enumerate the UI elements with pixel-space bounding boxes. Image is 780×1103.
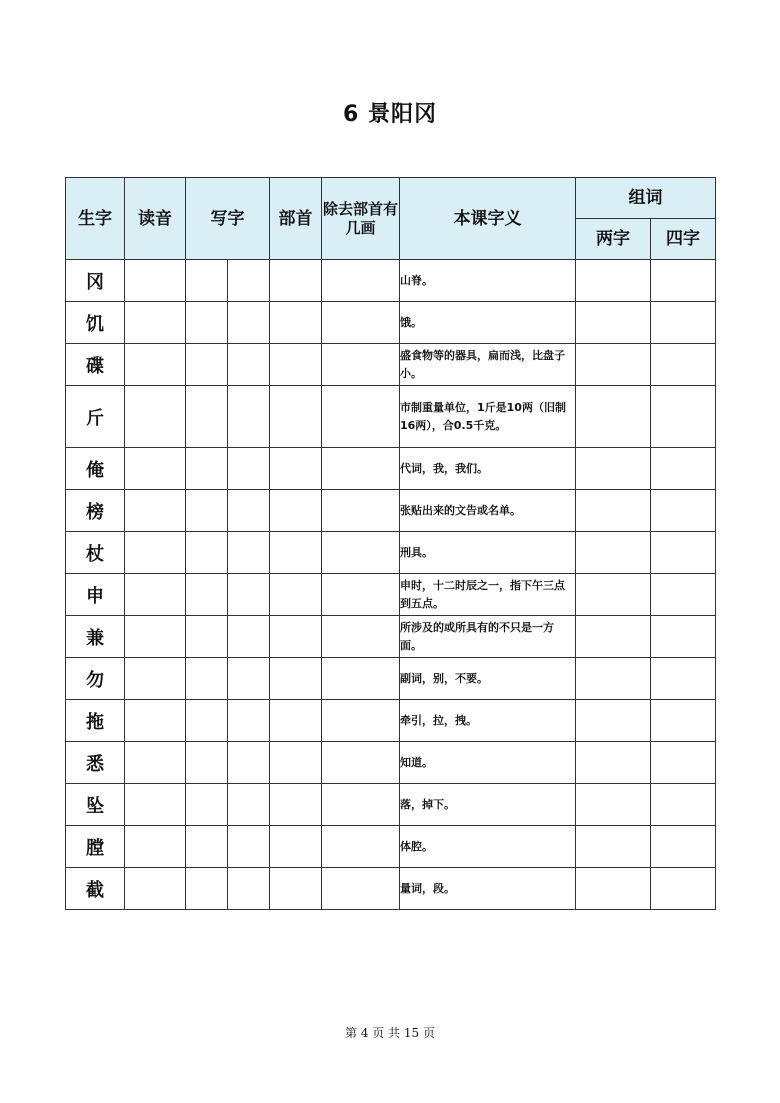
cell-strokes[interactable] [322, 700, 400, 742]
cell-meaning: 副词，别，不要。 [400, 658, 576, 700]
cell-writing-2[interactable] [228, 344, 270, 386]
cell-four-char-word[interactable] [651, 532, 716, 574]
cell-pronunciation[interactable] [125, 616, 186, 658]
cell-writing-1[interactable] [186, 532, 228, 574]
cell-character: 俺 [66, 448, 125, 490]
cell-character: 碟 [66, 344, 125, 386]
cell-strokes[interactable] [322, 868, 400, 910]
cell-meaning: 牵引，拉，拽。 [400, 700, 576, 742]
cell-pronunciation[interactable] [125, 260, 186, 302]
cell-meaning: 张贴出来的文告或名单。 [400, 490, 576, 532]
cell-two-char-word[interactable] [576, 448, 651, 490]
cell-strokes[interactable] [322, 574, 400, 616]
cell-writing-2[interactable] [228, 826, 270, 868]
table-row [66, 344, 716, 386]
header-two-char: 两字 [576, 219, 651, 260]
cell-meaning: 饿。 [400, 302, 576, 344]
cell-writing-2[interactable] [228, 532, 270, 574]
cell-four-char-word[interactable] [651, 490, 716, 532]
cell-radical[interactable] [270, 658, 322, 700]
table-row [66, 868, 716, 910]
cell-radical[interactable] [270, 826, 322, 868]
cell-writing-1[interactable] [186, 868, 228, 910]
header-meaning: 本课字义 [400, 178, 576, 260]
cell-two-char-word[interactable] [576, 616, 651, 658]
cell-character: 截 [66, 868, 125, 910]
cell-writing-1[interactable] [186, 490, 228, 532]
cell-meaning: 代词，我，我们。 [400, 448, 576, 490]
cell-writing-2[interactable] [228, 658, 270, 700]
cell-radical[interactable] [270, 742, 322, 784]
cell-two-char-word[interactable] [576, 260, 651, 302]
cell-strokes[interactable] [322, 742, 400, 784]
table-row [66, 574, 716, 616]
cell-character: 膛 [66, 826, 125, 868]
cell-writing-1[interactable] [186, 826, 228, 868]
cell-pronunciation[interactable] [125, 490, 186, 532]
cell-character: 兼 [66, 616, 125, 658]
cell-strokes[interactable] [322, 302, 400, 344]
cell-character: 斤 [66, 386, 125, 448]
cell-writing-2[interactable] [228, 742, 270, 784]
cell-character: 杖 [66, 532, 125, 574]
vocabulary-table [65, 177, 716, 910]
cell-meaning: 知道。 [400, 742, 576, 784]
cell-strokes[interactable] [322, 448, 400, 490]
table-row [66, 784, 716, 826]
cell-meaning: 量词，段。 [400, 868, 576, 910]
cell-writing-2[interactable] [228, 784, 270, 826]
cell-meaning: 落，掉下。 [400, 784, 576, 826]
page-title: 6 景阳冈 [343, 102, 437, 127]
cell-radical[interactable] [270, 868, 322, 910]
cell-radical[interactable] [270, 700, 322, 742]
cell-meaning: 市制重量单位，1斤是10两（旧制16两），合0.5千克。 [400, 386, 576, 448]
cell-meaning: 申时，十二时辰之一，指下午三点到五点。 [400, 574, 576, 616]
cell-four-char-word[interactable] [651, 302, 716, 344]
cell-character: 坠 [66, 784, 125, 826]
cell-two-char-word[interactable] [576, 532, 651, 574]
cell-strokes[interactable] [322, 386, 400, 448]
cell-meaning: 体腔。 [400, 826, 576, 868]
cell-two-char-word[interactable] [576, 868, 651, 910]
table-row [66, 260, 716, 302]
header-writing: 写字 [186, 178, 270, 260]
cell-writing-2[interactable] [228, 260, 270, 302]
cell-pronunciation[interactable] [125, 532, 186, 574]
vocabulary-table-body [66, 260, 716, 910]
cell-pronunciation[interactable] [125, 344, 186, 386]
cell-writing-1[interactable] [186, 344, 228, 386]
cell-radical[interactable] [270, 302, 322, 344]
cell-writing-1[interactable] [186, 386, 228, 448]
table-row [66, 826, 716, 868]
cell-strokes[interactable] [322, 490, 400, 532]
cell-two-char-word[interactable] [576, 344, 651, 386]
cell-pronunciation[interactable] [125, 700, 186, 742]
cell-strokes[interactable] [322, 616, 400, 658]
cell-two-char-word[interactable] [576, 658, 651, 700]
cell-meaning: 刑具。 [400, 532, 576, 574]
cell-writing-2[interactable] [228, 302, 270, 344]
cell-four-char-word[interactable] [651, 658, 716, 700]
table-row [66, 448, 716, 490]
cell-four-char-word[interactable] [651, 616, 716, 658]
cell-writing-2[interactable] [228, 868, 270, 910]
cell-four-char-word[interactable] [651, 344, 716, 386]
table-row [66, 742, 716, 784]
cell-character: 拖 [66, 700, 125, 742]
table-row [66, 490, 716, 532]
cell-four-char-word[interactable] [651, 260, 716, 302]
cell-radical[interactable] [270, 784, 322, 826]
cell-four-char-word[interactable] [651, 868, 716, 910]
cell-character: 冈 [66, 260, 125, 302]
cell-two-char-word[interactable] [576, 574, 651, 616]
cell-two-char-word[interactable] [576, 386, 651, 448]
header-four-char: 四字 [651, 219, 716, 260]
cell-meaning: 所涉及的或所具有的不只是一方面。 [400, 616, 576, 658]
page-footer: 第 4 页 共 15 页 [345, 1026, 435, 1040]
cell-four-char-word[interactable] [651, 700, 716, 742]
header-pronunciation: 读音 [125, 178, 186, 260]
cell-radical[interactable] [270, 574, 322, 616]
cell-strokes[interactable] [322, 532, 400, 574]
cell-pronunciation[interactable] [125, 868, 186, 910]
cell-pronunciation[interactable] [125, 386, 186, 448]
cell-writing-2[interactable] [228, 490, 270, 532]
cell-radical[interactable] [270, 616, 322, 658]
cell-radical[interactable] [270, 490, 322, 532]
cell-two-char-word[interactable] [576, 826, 651, 868]
cell-meaning: 山脊。 [400, 260, 576, 302]
cell-character: 饥 [66, 302, 125, 344]
cell-four-char-word[interactable] [651, 448, 716, 490]
cell-radical[interactable] [270, 448, 322, 490]
cell-two-char-word[interactable] [576, 742, 651, 784]
cell-four-char-word[interactable] [651, 386, 716, 448]
header-words: 组词 [576, 178, 716, 219]
cell-writing-2[interactable] [228, 616, 270, 658]
cell-writing-1[interactable] [186, 784, 228, 826]
cell-two-char-word[interactable] [576, 784, 651, 826]
cell-character: 申 [66, 574, 125, 616]
cell-pronunciation[interactable] [125, 826, 186, 868]
cell-four-char-word[interactable] [651, 826, 716, 868]
cell-strokes[interactable] [322, 658, 400, 700]
cell-strokes[interactable] [322, 260, 400, 302]
cell-two-char-word[interactable] [576, 700, 651, 742]
cell-writing-2[interactable] [228, 574, 270, 616]
cell-pronunciation[interactable] [125, 742, 186, 784]
cell-writing-1[interactable] [186, 574, 228, 616]
cell-writing-2[interactable] [228, 386, 270, 448]
cell-pronunciation[interactable] [125, 448, 186, 490]
cell-strokes[interactable] [322, 826, 400, 868]
cell-writing-1[interactable] [186, 302, 228, 344]
cell-writing-2[interactable] [228, 700, 270, 742]
table-row [66, 700, 716, 742]
cell-four-char-word[interactable] [651, 784, 716, 826]
table-row [66, 532, 716, 574]
cell-two-char-word[interactable] [576, 302, 651, 344]
cell-four-char-word[interactable] [651, 742, 716, 784]
cell-writing-1[interactable] [186, 658, 228, 700]
cell-character: 悉 [66, 742, 125, 784]
cell-writing-2[interactable] [228, 448, 270, 490]
cell-radical[interactable] [270, 260, 322, 302]
cell-radical[interactable] [270, 344, 322, 386]
cell-writing-1[interactable] [186, 742, 228, 784]
cell-radical[interactable] [270, 386, 322, 448]
cell-pronunciation[interactable] [125, 784, 186, 826]
cell-pronunciation[interactable] [125, 574, 186, 616]
cell-writing-1[interactable] [186, 616, 228, 658]
table-row [66, 616, 716, 658]
table-row [66, 658, 716, 700]
cell-strokes[interactable] [322, 784, 400, 826]
cell-pronunciation[interactable] [125, 302, 186, 344]
header-strokes: 除去部首有几画 [322, 178, 400, 260]
header-radical: 部首 [270, 178, 322, 260]
cell-strokes[interactable] [322, 344, 400, 386]
header-character: 生字 [66, 178, 125, 260]
cell-two-char-word[interactable] [576, 490, 651, 532]
cell-meaning: 盛食物等的器具，扁而浅，比盘子小。 [400, 344, 576, 386]
table-row [66, 302, 716, 344]
cell-writing-1[interactable] [186, 448, 228, 490]
cell-character: 榜 [66, 490, 125, 532]
table-row [66, 386, 716, 448]
cell-radical[interactable] [270, 532, 322, 574]
cell-four-char-word[interactable] [651, 574, 716, 616]
cell-writing-1[interactable] [186, 700, 228, 742]
cell-writing-1[interactable] [186, 260, 228, 302]
cell-character: 勿 [66, 658, 125, 700]
cell-pronunciation[interactable] [125, 658, 186, 700]
